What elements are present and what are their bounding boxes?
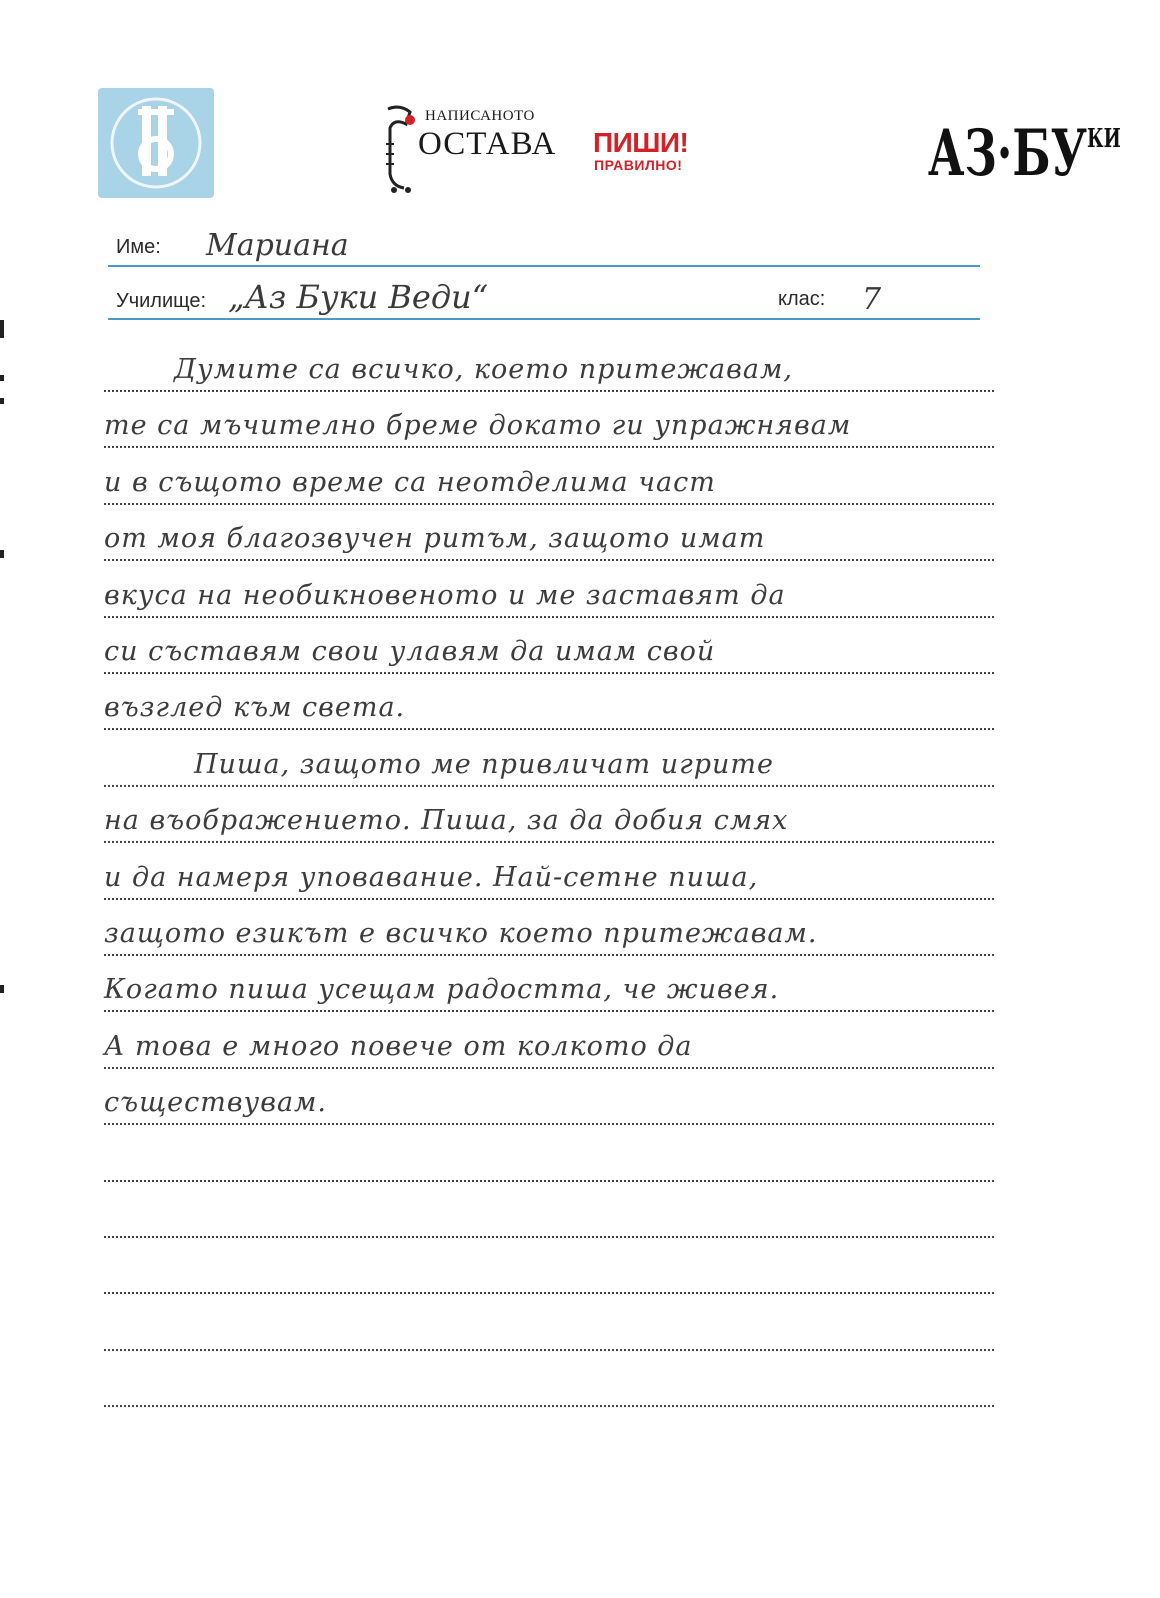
writing-line (104, 1067, 994, 1069)
writing-line (104, 898, 994, 900)
seal-logo (98, 88, 214, 198)
writing-line (104, 1236, 994, 1238)
name-label: Име: (116, 236, 161, 258)
writing-line (104, 1010, 994, 1012)
writing-line (104, 954, 994, 956)
margin-mark (0, 550, 4, 558)
logo-pishi-text: ПИШИ! (593, 127, 689, 158)
class-value: 7 (862, 282, 882, 317)
essay-line: вкуса на необикновеното и ме заставят да (104, 580, 786, 611)
essay-line: Когато пиша усещам радостта, че живея. (104, 974, 780, 1005)
logo-pravilno-text: ПРАВИЛНО! (594, 157, 683, 173)
essay-line: те са мъчително бреме докато ги упражнявам (104, 410, 852, 441)
school-label: Училище: (116, 290, 207, 312)
writing-line (104, 503, 994, 505)
writing-line (104, 1180, 994, 1182)
napisanoto-ostava-logo (380, 104, 760, 194)
writing-line (104, 785, 994, 787)
margin-mark (0, 985, 4, 993)
azbuki-main-text: АЗ·БУ (928, 116, 1088, 191)
class-label: клас: (778, 288, 826, 310)
essay-line: Пиша, защото ме привличат игрите (194, 749, 774, 780)
essay-line: възглед към света. (104, 692, 406, 723)
essay-line: и да намеря уповавание. Най-сетне пиша, (104, 862, 759, 893)
margin-mark (0, 320, 4, 338)
essay-line: Думите са всичко, което притежавам, (174, 354, 793, 385)
writing-line (104, 1292, 994, 1294)
ornament-icon (380, 104, 420, 194)
essay-line: си съставям свои улавям да имам свой (104, 636, 716, 667)
writing-line (104, 672, 994, 674)
writing-line (104, 390, 994, 392)
essay-line: защото езикът е всичко което притежавам. (104, 918, 818, 949)
writing-line (104, 616, 994, 618)
essay-line: А това е много повече от колкото да (104, 1031, 693, 1062)
writing-line (104, 1405, 994, 1407)
writing-line (104, 446, 994, 448)
writing-line (104, 728, 994, 730)
writing-line (104, 841, 994, 843)
margin-mark (0, 398, 4, 404)
logo-small-text: НАПИСАНОТО (425, 108, 535, 124)
essay-line: на въображението. Пиша, за да добия смях (104, 805, 789, 836)
logo-ostava-text: ОСТАВА (418, 126, 557, 162)
school-underline (108, 318, 980, 320)
essay-line: и в същото време са неотделима част (104, 467, 716, 498)
essay-line: съществувам. (104, 1087, 328, 1118)
writing-line (104, 1123, 994, 1125)
writing-line (104, 1349, 994, 1351)
azbuki-sup-text: КИ (1087, 124, 1121, 154)
school-value: „Аз Буки Веди“ (228, 278, 489, 316)
name-value: Мариана (206, 228, 349, 263)
margin-mark (0, 375, 4, 381)
writing-line (104, 559, 994, 561)
essay-line: от моя благозвучен ритъм, защото имат (104, 523, 766, 554)
name-underline (108, 265, 980, 267)
azbuki-logo (928, 104, 1121, 189)
